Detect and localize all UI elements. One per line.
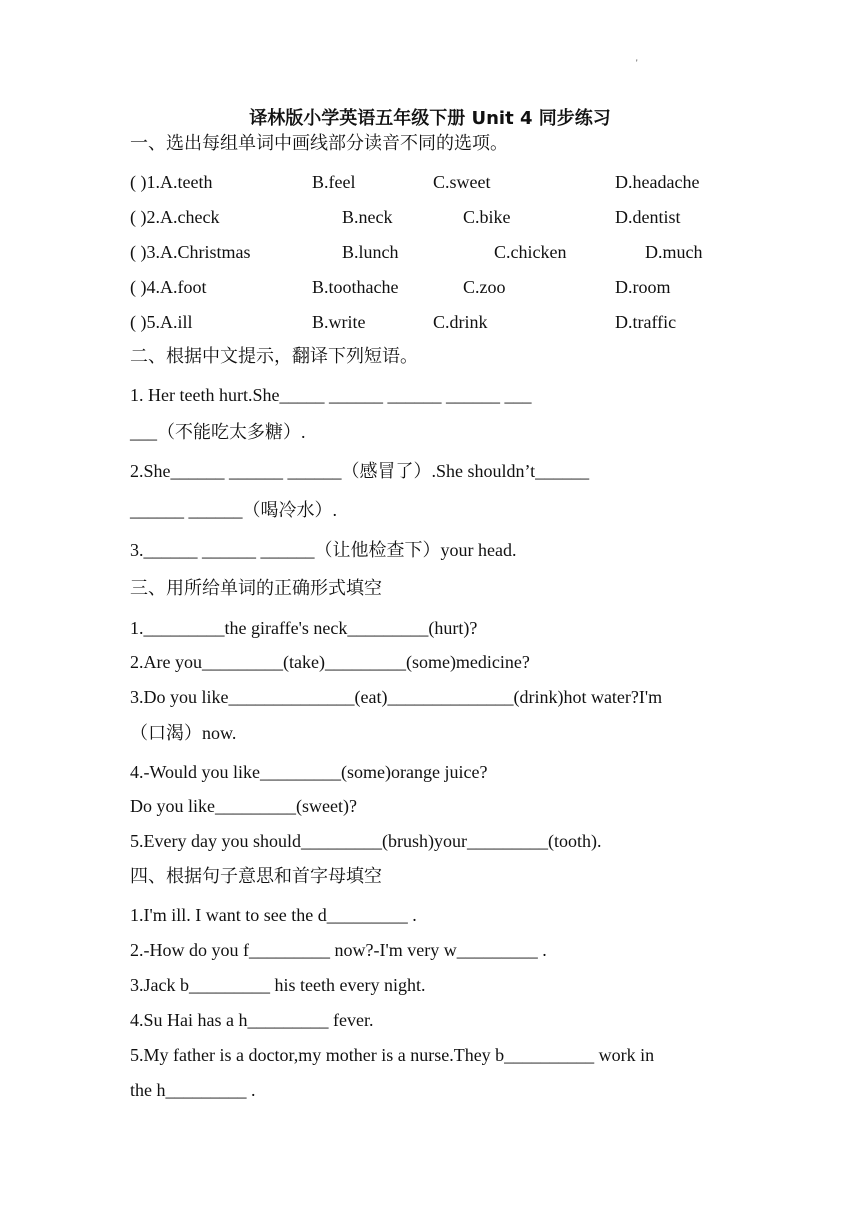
option-d: D.dentist	[615, 207, 681, 227]
exercise-line: 1._________the giraffe's neck_________(hurt)?	[130, 618, 478, 638]
exercise-line: the h_________ .	[130, 1080, 256, 1100]
exercise-line: 5.My father is a doctor,my mother is a nurse.They b__________ work in	[130, 1045, 655, 1065]
question-number: ( )2.A.check	[130, 207, 220, 227]
option-c: C.drink	[433, 312, 488, 332]
exercise-line: Do you like_________(sweet)?	[130, 796, 357, 816]
exercise-line: 3.Jack b_________ his teeth every night.	[130, 975, 426, 995]
section-2-heading: 二、根据中文提示，翻译下列短语。	[130, 346, 418, 367]
option-d: D.room	[615, 277, 671, 297]
option-b: B.write	[312, 312, 366, 332]
exercise-line: 3.______ ______ ______（让他检查下）your head.	[130, 540, 517, 560]
question-number: ( )1.A.teeth	[130, 172, 213, 192]
exercise-line: 4.-Would you like_________(some)orange juice?	[130, 762, 488, 782]
question-number: ( )5.A.ill	[130, 312, 193, 332]
page-mark: '	[636, 58, 638, 68]
option-b: B.lunch	[342, 242, 399, 262]
option-b: B.feel	[312, 172, 356, 192]
exercise-line: （口渴）now.	[130, 723, 237, 743]
option-c: C.sweet	[433, 172, 491, 192]
option-c: C.chicken	[494, 242, 567, 262]
exercise-line: 2.Are you_________(take)_________(some)medicine?	[130, 652, 530, 672]
option-c: C.zoo	[463, 277, 506, 297]
option-d: D.headache	[615, 172, 700, 192]
section-3-heading: 三、用所给单词的正确形式填空	[130, 578, 382, 599]
option-d: D.traffic	[615, 312, 677, 332]
section-1-heading: 一、选出每组单词中画线部分读音不同的选项。	[130, 133, 508, 154]
question-number: ( )3.A.Christmas	[130, 242, 251, 262]
exercise-line: ___（不能吃太多糖）.	[130, 422, 306, 442]
exercise-line: 1.I'm ill. I want to see the d_________ .	[130, 905, 417, 925]
exercise-line: 5.Every day you should_________(brush)your_________(tooth).	[130, 831, 602, 851]
option-d: D.much	[645, 242, 703, 262]
exercise-line: ______ ______（喝冷水）.	[130, 500, 337, 520]
exercise-line: 3.Do you like______________(eat)______________(drink)hot water?I'm	[130, 687, 663, 707]
page-title: 译林版小学英语五年级下册 Unit 4 同步练习	[249, 108, 611, 129]
exercise-line: 2.-How do you f_________ now?-I'm very w_________ .	[130, 940, 547, 960]
option-c: C.bike	[463, 207, 511, 227]
exercise-line: 1. Her teeth hurt.She_____ ______ ______ ______ ___	[130, 385, 532, 405]
option-b: B.toothache	[312, 277, 399, 297]
exercise-line: 4.Su Hai has a h_________ fever.	[130, 1010, 374, 1030]
option-b: B.neck	[342, 207, 393, 227]
exercise-line: 2.She______ ______ ______（感冒了）.She shouldn’t______	[130, 461, 590, 481]
section-4-heading: 四、根据句子意思和首字母填空	[130, 866, 382, 887]
question-number: ( )4.A.foot	[130, 277, 207, 297]
